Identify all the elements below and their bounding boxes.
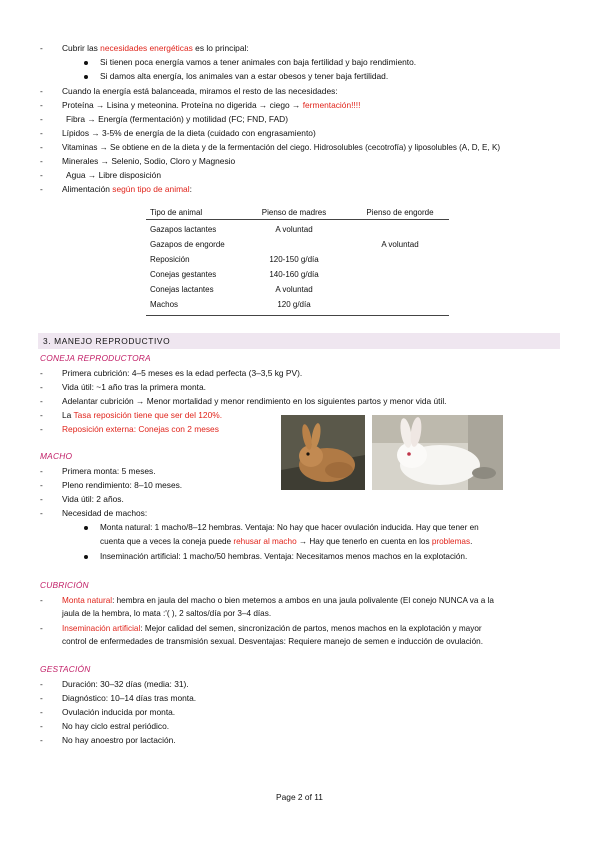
list-item: Necesidad de machos: xyxy=(62,508,148,518)
table-rule xyxy=(146,219,449,220)
table-cell: A voluntad xyxy=(381,240,419,249)
bullet-dash: - xyxy=(40,494,43,504)
bullet-dash: - xyxy=(40,170,43,180)
list-item-continuation: cuenta que a veces la coneja puede rehusar al macho → Hay que tenerlo en cuenta en los problemas. xyxy=(100,537,473,546)
table-cell: 120 g/día xyxy=(277,300,311,309)
bullet-dash: - xyxy=(40,508,43,518)
list-item: Monta natural: hembra en jaula del macho o bien metemos a ambos en una jaula polivalente (El conejo NUNCA va a la xyxy=(62,596,494,605)
list-item: Monta natural: 1 macho/8–12 hembras. Ventaja: No hay que hacer ovulación inducida. Hay que tener en xyxy=(100,523,479,532)
table-cell: A voluntad xyxy=(275,225,313,234)
bullet-dash: - xyxy=(40,86,43,96)
table-row xyxy=(146,240,449,254)
bullet-dash: - xyxy=(40,142,43,152)
list-item: Adelantar cubrición → Menor mortalidad y menor rendimiento en los siguientes partos y menor vida útil. xyxy=(62,396,447,406)
table-row xyxy=(146,300,449,314)
list-item: Ovulación inducida por monta. xyxy=(62,707,176,717)
list-item: Agua → Libre disposición xyxy=(66,170,161,180)
bullet-dash: - xyxy=(40,100,43,110)
list-item-continuation: jaula de la hembra, lo mata :'( ), 2 saltos/día por 3–4 días. xyxy=(62,609,272,618)
table-rule xyxy=(146,315,449,316)
page-number: Page 2 of 11 xyxy=(276,792,323,802)
table-cell: 140-160 g/día xyxy=(269,270,319,279)
list-item: La Tasa reposición tiene que ser del 120%. xyxy=(62,410,223,420)
subsection-heading: GESTACIÓN xyxy=(40,664,91,674)
list-item: Duración: 30–32 días (media: 31). xyxy=(62,679,189,689)
subsection-heading: MACHO xyxy=(40,451,73,461)
table-header-cell: Pienso de madres xyxy=(261,208,327,217)
subsection-heading: CONEJA REPRODUCTORA xyxy=(40,353,151,363)
list-item: Cubrir las necesidades energéticas es lo principal: xyxy=(62,43,249,53)
bullet-dash: - xyxy=(40,480,43,490)
bullet-dash: - xyxy=(40,128,43,138)
list-item: Lípidos → 3-5% de energía de la dieta (cuidado con engrasamiento) xyxy=(62,128,316,138)
list-item: Reposición externa: Conejas con 2 meses xyxy=(62,424,219,434)
table-row xyxy=(146,285,449,299)
section-heading-bar xyxy=(38,333,560,349)
bullet-dash: - xyxy=(40,368,43,378)
bullet-dash: - xyxy=(40,43,43,53)
bullet-dot xyxy=(84,526,88,530)
bullet-dot xyxy=(84,75,88,79)
table-row xyxy=(146,255,449,269)
bullet-dot xyxy=(84,61,88,65)
list-item-continuation: control de enfermedades de transmisión sexual. Desventajas: Requiere manejo de semen e inducción de ovulación. xyxy=(62,637,483,646)
bullet-dash: - xyxy=(40,396,43,406)
table-cell: 120-150 g/día xyxy=(269,255,319,264)
list-item: No hay anoestro por lactación. xyxy=(62,735,176,745)
bullet-dash: - xyxy=(40,735,43,745)
bullet-dash: - xyxy=(40,382,43,392)
list-item: Si damos alta energía, los animales van a estar obesos y tener baja fertilidad. xyxy=(100,71,389,81)
list-item: Inseminación artificial: Mejor calidad del semen, sincronización de partos, menos machos en la explotación y mayor xyxy=(62,624,482,633)
list-item: Minerales → Selenio, Sodio, Cloro y Magnesio xyxy=(62,156,236,166)
bullet-dash: - xyxy=(40,466,43,476)
list-item: Vida útil: ~1 año tras la primera monta. xyxy=(62,382,206,392)
list-item: Fibra → Energía (fermentación) y motilidad (FC; FND, FAD) xyxy=(66,114,288,124)
table-cell: Machos xyxy=(150,300,179,309)
bullet-dash: - xyxy=(40,721,43,731)
brown-rabbit-photo xyxy=(281,415,365,490)
rabbit-icon xyxy=(281,415,365,490)
list-item: Alimentación según tipo de animal: xyxy=(62,184,192,194)
bullet-dot xyxy=(84,555,88,559)
table-cell: Gazapos de engorde xyxy=(150,240,225,249)
bullet-dash: - xyxy=(40,156,43,166)
bullet-dash: - xyxy=(40,595,43,605)
section-title: 3. MANEJO REPRODUCTIVO xyxy=(43,336,171,346)
white-rabbit-photo xyxy=(372,415,503,490)
table-header-cell: Pienso de engorde xyxy=(366,208,434,217)
bullet-dash: - xyxy=(40,114,43,124)
table-cell: Gazapos lactantes xyxy=(150,225,217,234)
bullet-dash: - xyxy=(40,184,43,194)
table-row xyxy=(146,225,449,239)
table-row xyxy=(146,270,449,284)
table-cell: A voluntad xyxy=(275,285,313,294)
list-item: Vitaminas → Se obtiene en de la dieta y de la fermentación del ciego. Hidrosolubles (cecotrofía) y liposolubles (A, D, E, K) xyxy=(62,143,501,152)
bullet-dash: - xyxy=(40,707,43,717)
list-item: Si tienen poca energía vamos a tener animales con baja fertilidad y bajo rendimiento. xyxy=(100,57,417,67)
list-item: Primera monta: 5 meses. xyxy=(62,466,156,476)
list-item: Pleno rendimiento: 8–10 meses. xyxy=(62,480,183,490)
list-item: Vida útil: 2 años. xyxy=(62,494,124,504)
bullet-dash: - xyxy=(40,424,43,434)
bullet-dash: - xyxy=(40,410,43,420)
subsection-heading: CUBRICIÓN xyxy=(40,580,89,590)
rabbit-icon xyxy=(372,415,503,490)
list-item: Inseminación artificial: 1 macho/50 hembras. Ventaja: Necesitamos menos machos en la explotación. xyxy=(100,552,468,561)
list-item: Primera cubrición: 4–5 meses es la edad perfecta (3–3,5 kg PV). xyxy=(62,368,303,378)
table-cell: Reposición xyxy=(150,255,190,264)
list-item: Proteína → Lisina y meteonina. Proteína no digerida → ciego → fermentación!!!! xyxy=(62,100,361,110)
list-item: Diagnóstico: 10–14 días tras monta. xyxy=(62,693,197,703)
table-cell: Conejas gestantes xyxy=(150,270,217,279)
bullet-dash: - xyxy=(40,693,43,703)
list-item: No hay ciclo estral periódico. xyxy=(62,721,170,731)
list-item: Cuando la energía está balanceada, miramos el resto de las necesidades: xyxy=(62,86,338,96)
bullet-dash: - xyxy=(40,679,43,689)
bullet-dash: - xyxy=(40,623,43,633)
table-header-cell: Tipo de animal xyxy=(150,208,203,217)
table-cell: Conejas lactantes xyxy=(150,285,214,294)
